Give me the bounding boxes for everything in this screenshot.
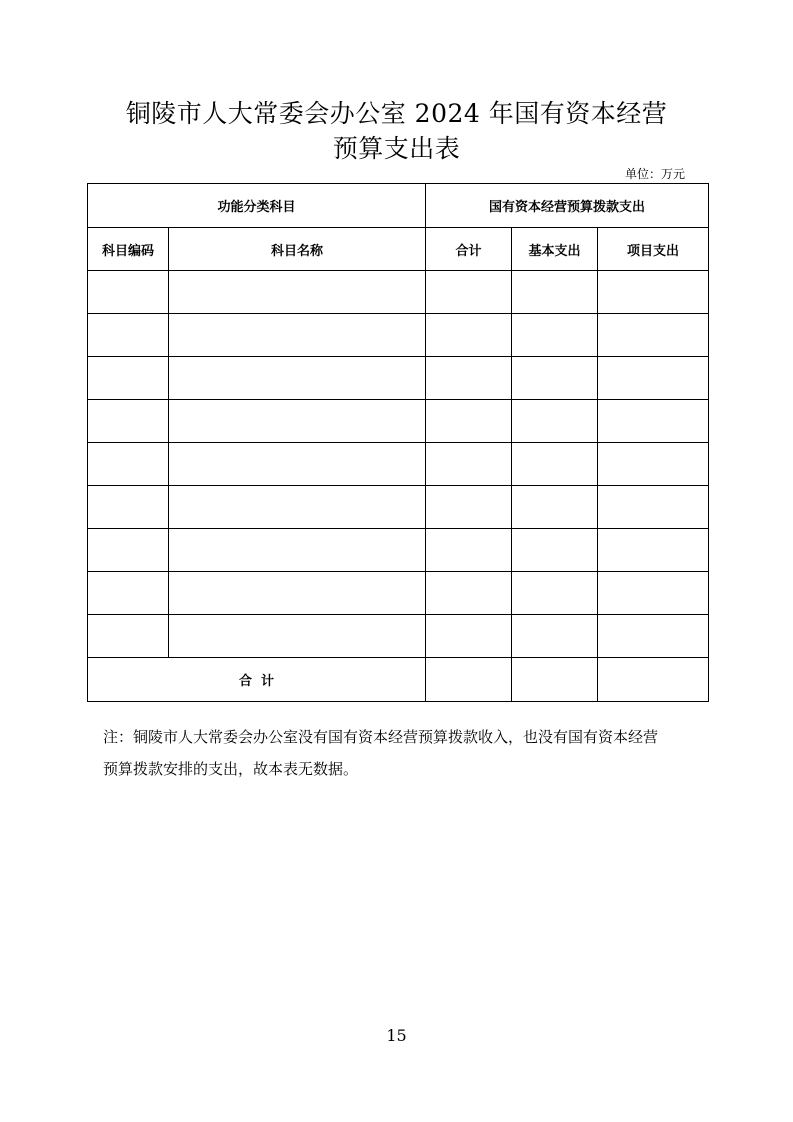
sum-cell — [426, 486, 512, 529]
sum-cell — [426, 572, 512, 615]
basic-expenditure-cell — [512, 400, 598, 443]
project-expenditure-cell — [598, 271, 709, 314]
table-row — [88, 486, 709, 529]
unit-label: 单位：万元 — [624, 167, 685, 181]
table-row — [88, 572, 709, 615]
sum-cell — [426, 357, 512, 400]
subject-code-cell — [88, 615, 169, 658]
subject-name-cell — [169, 400, 426, 443]
sum-cell — [426, 400, 512, 443]
table-row — [88, 271, 709, 314]
basic-expenditure-cell — [512, 443, 598, 486]
page-number: 15 — [386, 1026, 407, 1045]
subject-name-cell — [169, 314, 426, 357]
table-row — [88, 357, 709, 400]
basic-expenditure-cell — [512, 615, 598, 658]
subject-name-cell — [169, 357, 426, 400]
sum-header: 合计 — [426, 228, 512, 271]
project-expenditure-cell — [598, 529, 709, 572]
subject-code-cell — [88, 314, 169, 357]
subject-code-cell — [88, 271, 169, 314]
appropriation-expenditure-header: 国有资本经营预算拨款支出 — [426, 184, 709, 228]
group-header-row — [88, 184, 709, 228]
project-expenditure-cell — [598, 400, 709, 443]
basic-expenditure-header: 基本支出 — [512, 228, 598, 271]
table-row — [88, 400, 709, 443]
project-expenditure-cell — [598, 314, 709, 357]
budget-table — [87, 183, 709, 702]
column-header-row — [88, 228, 709, 271]
basic-expenditure-cell — [512, 486, 598, 529]
basic-expenditure-cell — [512, 572, 598, 615]
project-expenditure-cell — [598, 486, 709, 529]
sum-cell — [426, 529, 512, 572]
subject-name-cell — [169, 486, 426, 529]
subject-code-cell — [88, 486, 169, 529]
total-basic-cell — [512, 658, 598, 702]
sum-cell — [426, 271, 512, 314]
subject-name-cell — [169, 572, 426, 615]
basic-expenditure-cell — [512, 271, 598, 314]
project-expenditure-cell — [598, 572, 709, 615]
subject-code-cell — [88, 400, 169, 443]
subject-name-cell — [169, 443, 426, 486]
sum-cell — [426, 314, 512, 357]
subject-name-cell — [169, 529, 426, 572]
note-line-1: 注：铜陵市人大常委会办公室没有国有资本经营预算拨款收入，也没有国有资本经营 — [103, 728, 659, 746]
total-sum-cell — [426, 658, 512, 702]
subject-code-cell — [88, 529, 169, 572]
project-expenditure-cell — [598, 443, 709, 486]
basic-expenditure-cell — [512, 314, 598, 357]
subject-name-cell — [169, 615, 426, 658]
subject-code-cell — [88, 357, 169, 400]
table-row — [88, 615, 709, 658]
subject-name-header: 科目名称 — [169, 228, 426, 271]
sum-cell — [426, 615, 512, 658]
basic-expenditure-cell — [512, 357, 598, 400]
project-expenditure-cell — [598, 615, 709, 658]
subject-name-cell — [169, 271, 426, 314]
subject-code-header: 科目编码 — [88, 228, 169, 271]
total-project-cell — [598, 658, 709, 702]
functional-classification-header: 功能分类科目 — [88, 184, 426, 228]
document-title-continued: 预算支出表 — [332, 134, 461, 163]
total-row — [88, 658, 709, 702]
project-expenditure-header: 项目支出 — [598, 228, 709, 271]
project-expenditure-cell — [598, 357, 709, 400]
subject-code-cell — [88, 443, 169, 486]
subject-code-cell — [88, 572, 169, 615]
sum-cell — [426, 443, 512, 486]
note — [103, 721, 703, 785]
total-label: 合 计 — [88, 658, 426, 702]
table-row — [88, 314, 709, 357]
document-title: 铜陵市人大常委会办公室 2024 年国有资本经营 — [125, 99, 668, 128]
basic-expenditure-cell — [512, 529, 598, 572]
note-line-2: 预算拨款安排的支出，故本表无数据。 — [103, 760, 359, 778]
table-row — [88, 443, 709, 486]
table-row — [88, 529, 709, 572]
